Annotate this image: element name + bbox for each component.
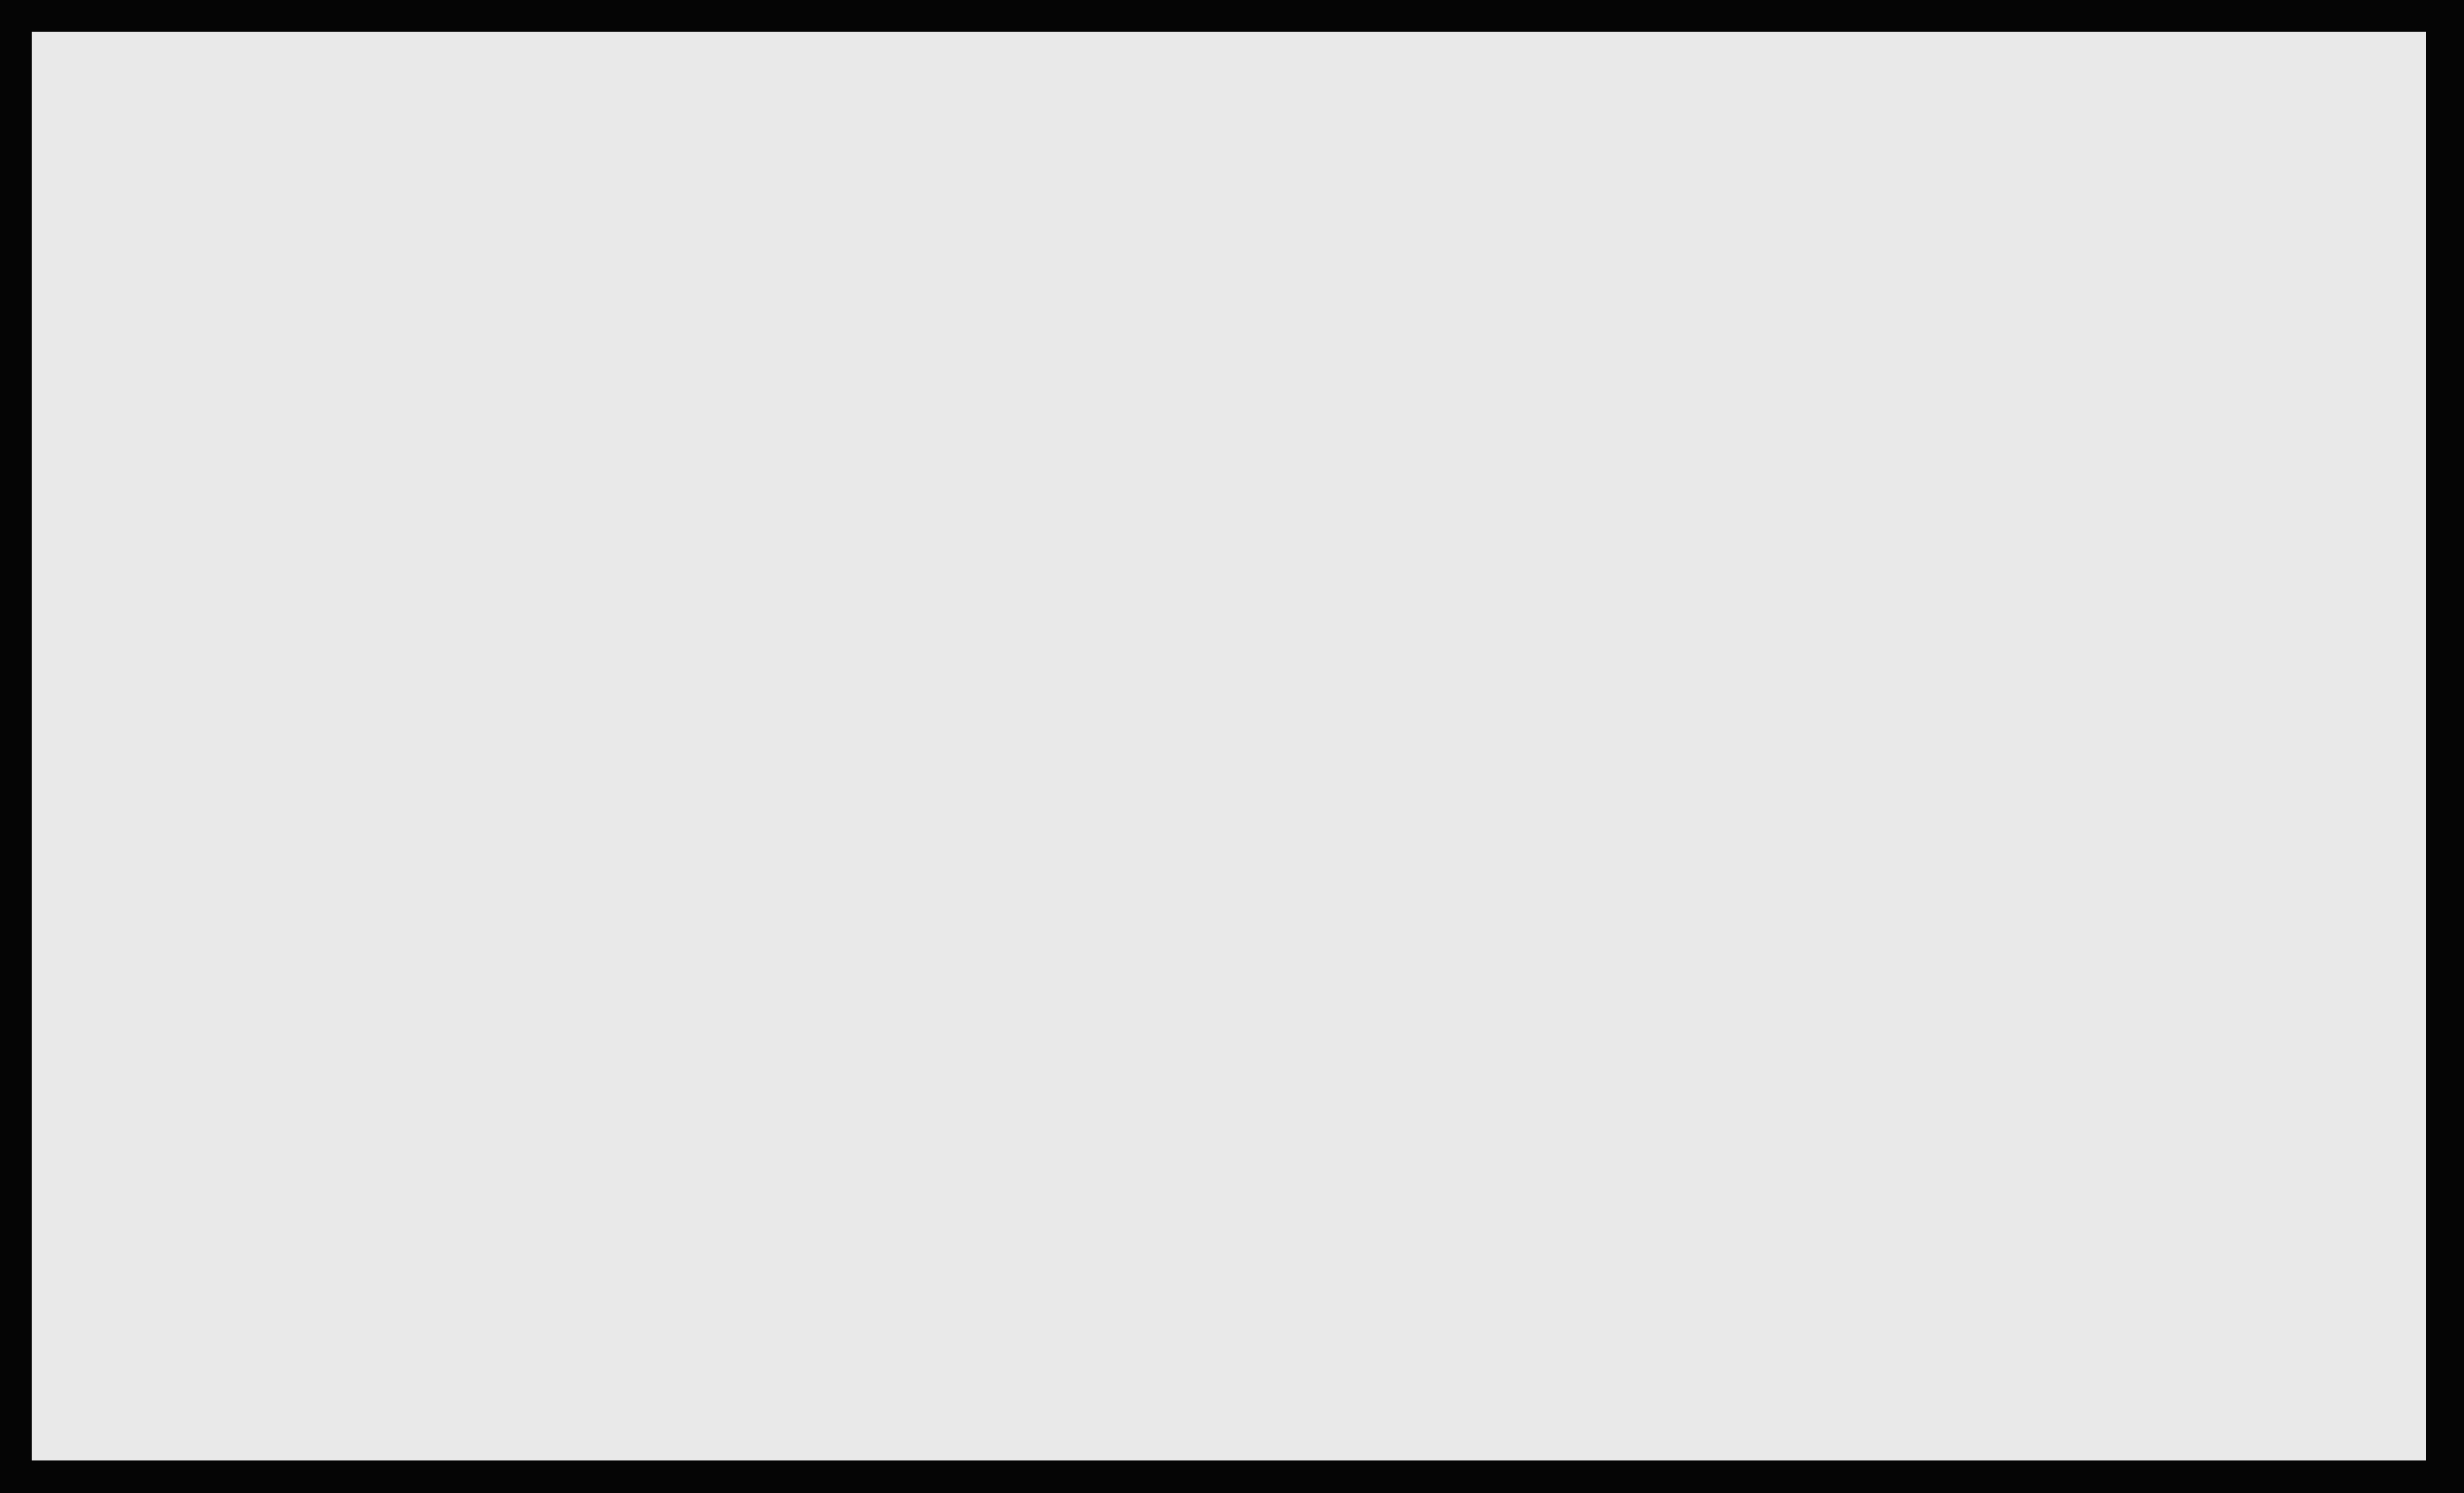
document-paper [32,32,2426,1460]
